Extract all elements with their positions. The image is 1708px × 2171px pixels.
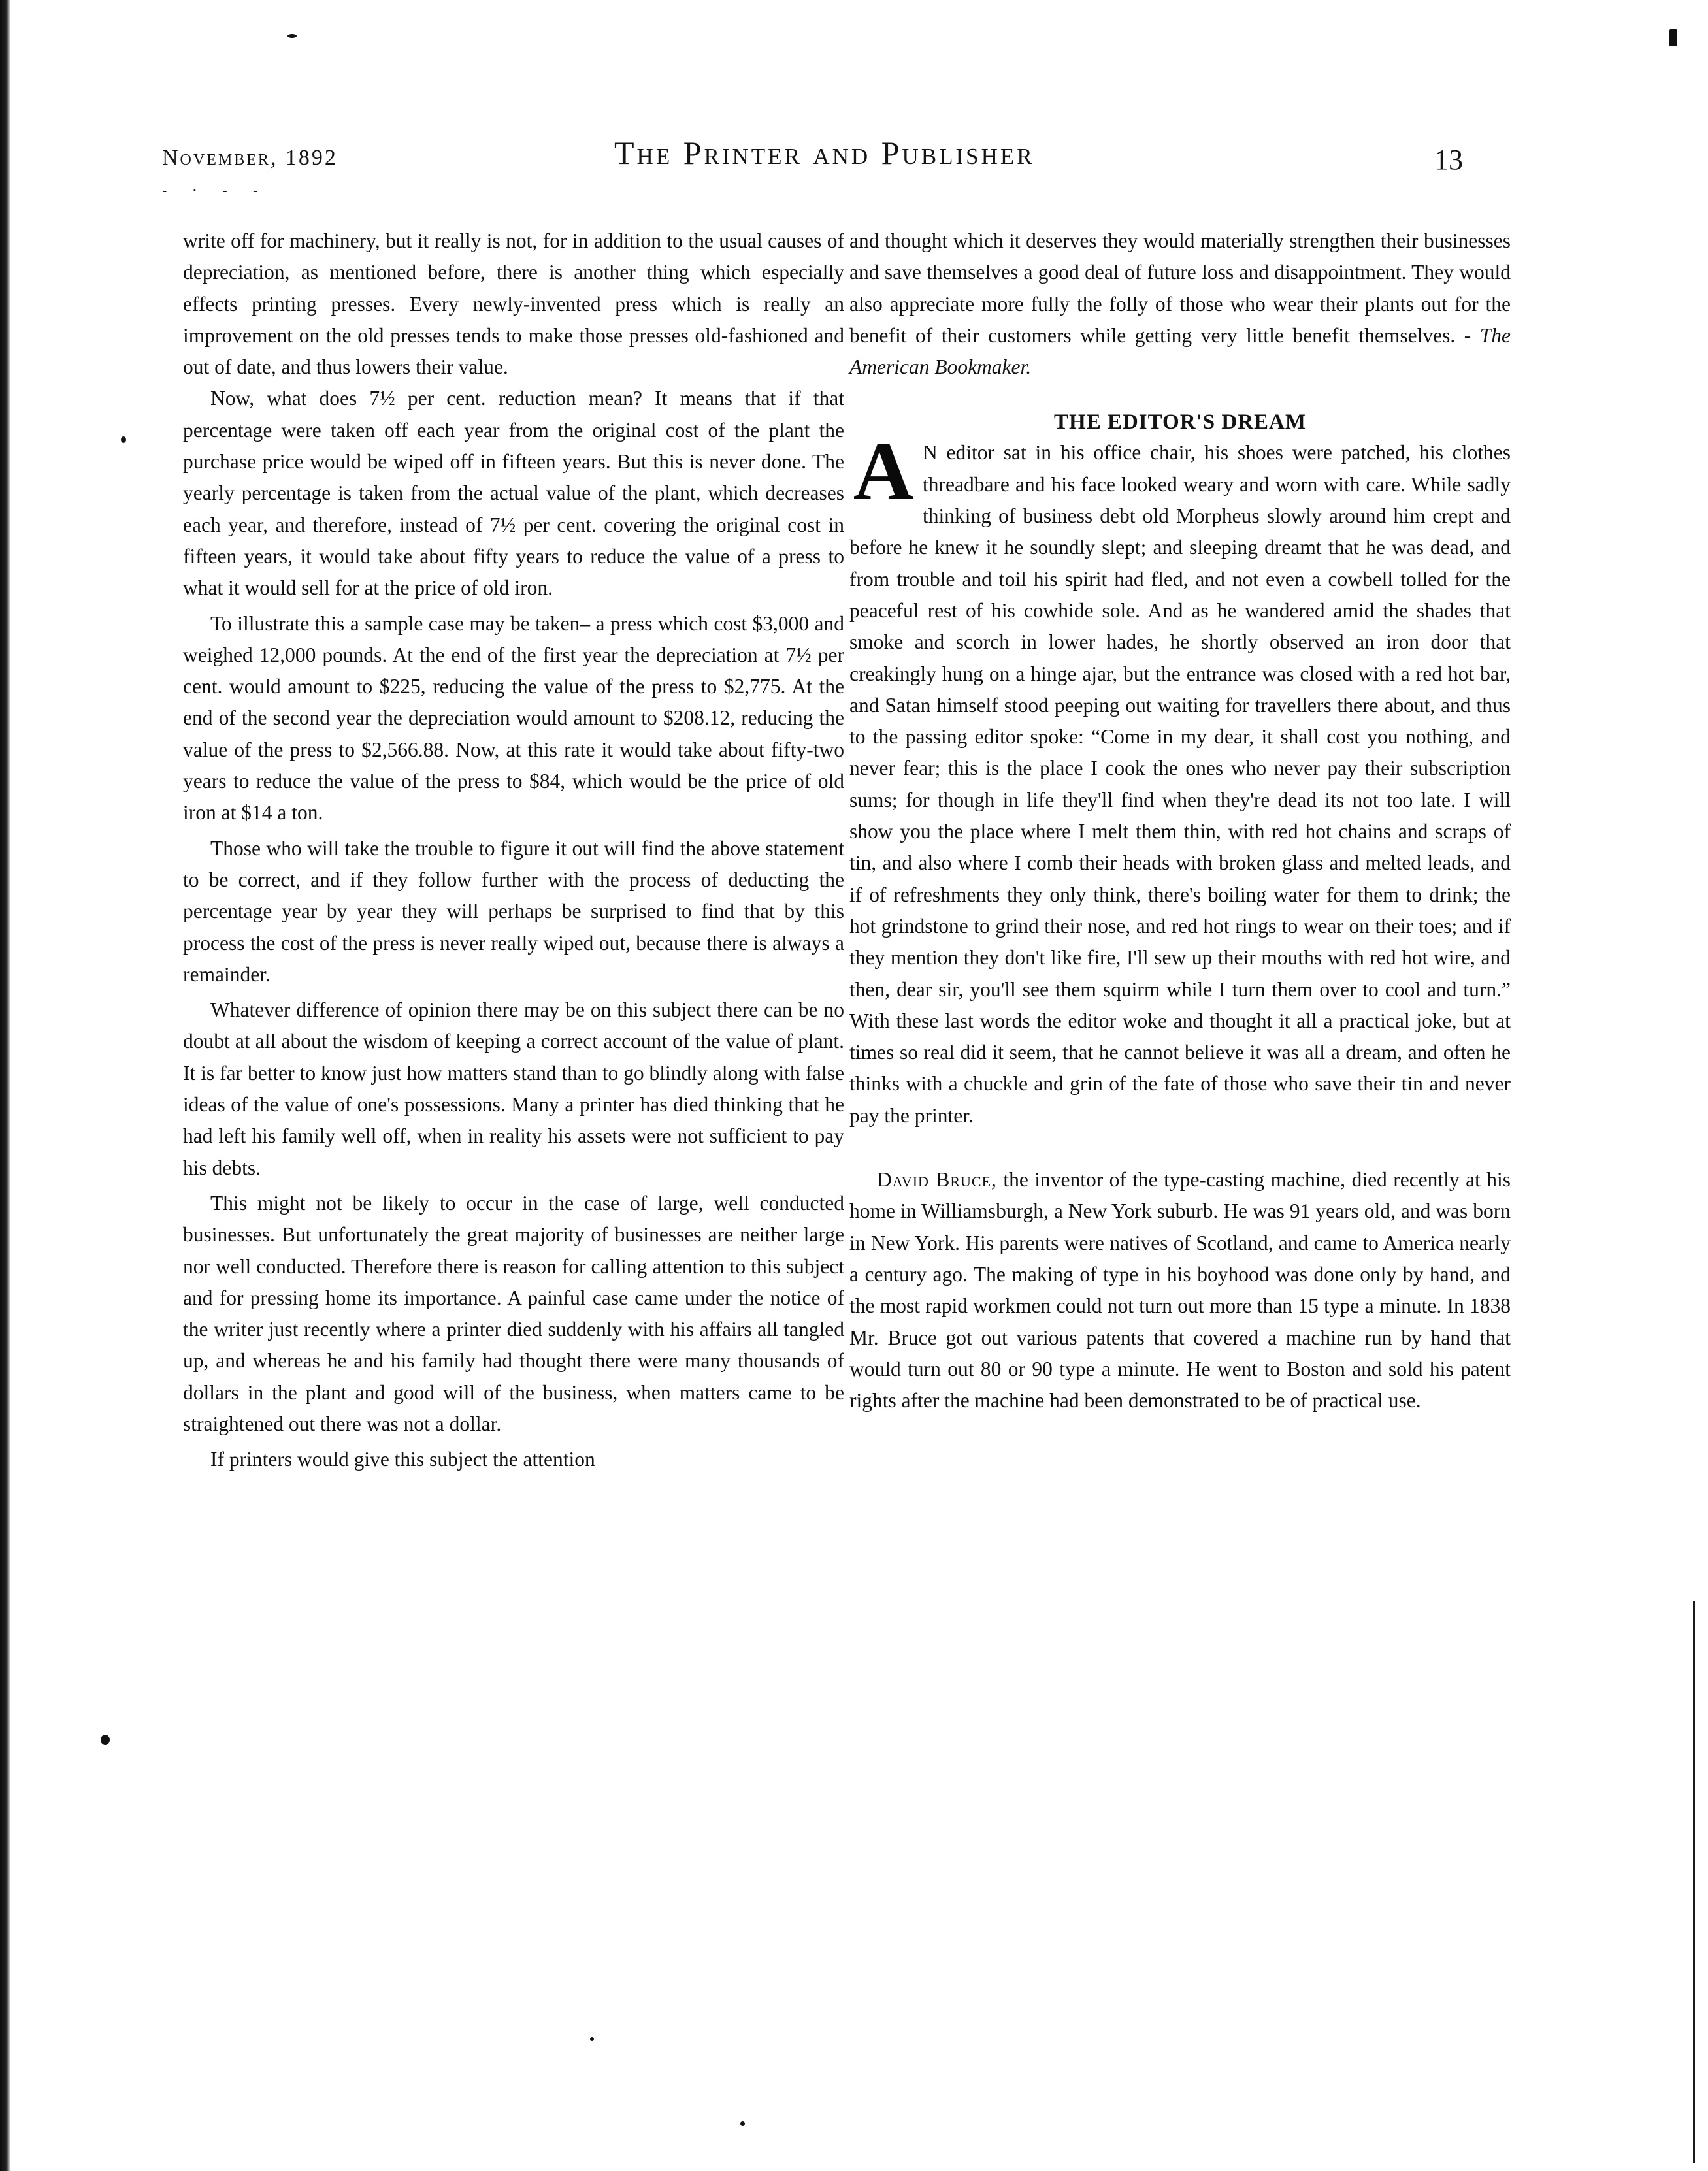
ink-speck [740, 2121, 745, 2126]
right-column [849, 225, 1511, 1416]
david-bruce-text: the inventor of the type-casting machine, died recently at his home in Williamsburgh, a New York suburb. He was 91 years old, and was born in New York. His parents were natives of Scotland, and came to America nearly a century ago. The making of type in his boyhood was done only by hand, and the most rapid workmen could not turn out more than 15 type a minute. In 1838 Mr. Bruce got out various patents that covered a machine run by hand that would turn out 80 or 90 type a minute. He went to Boston and sold his patent rights after the machine had been demonstrated to be of practical use. [849, 1168, 1511, 1412]
david-bruce-paragraph [849, 1164, 1511, 1416]
paragraph-4: Those who will take the trouble to figure it out will find the above statement to be correct, and if they follow further with the process of deducting the percentage year by year they will perhaps be surprised to find that by this process the cost of the press is never really wiped out, because there is always a remainder. [183, 836, 844, 986]
binding-edge-shadow [0, 0, 10, 2171]
article-heading: THE EDITOR'S DREAM [1054, 410, 1306, 434]
issue-date: November, 1892 [162, 146, 338, 170]
paragraph-2: Now, what does 7½ per cent. reduction mean? It means that if that percentage were taken off each year from the original cost of the plant the purchase price would be wiped off in fifteen years. But this is never done. The yearly percentage is taken from the actual value of the plant, which decreases each year, and therefore, instead of 7½ per cent. covering the original cost in fifteen years, it would take about fifty years to reduce the value of a press to what it would sell for at the price of old iron. [183, 387, 844, 600]
left-column [183, 225, 844, 1476]
editors-dream-text: N editor sat in his office chair, his shoes were patched, his clothes threadbare and his face looked weary and worn with care. While sadly thinking of business debt old Morpheus slowly around him crept and before he knew it he soundly slept; and sleeping dreamt that he was dead, and from trouble and toil his spirit had fled, and not even a cowbell tolled for the peaceful rest of his cowhide sole. And as he wandered amid the shades that smoke and scorch in lower hades, he shortly observed an iron door that creakingly hung on a hinge ajar, but the entrance was closed with a red hot bar, and Satan himself stood peeping out waiting for travellers there about, and thus to the passing editor spoke: “Come in my dear, it shall cost you nothing, and never fear; this is the place I cook the ones who never pay their subscription sums; for though in life they'll find when they're dead its not too late. I will show you the place where I melt them thin, with red hot chains and scraps of tin, and also where I comb their heads with broken glass and melted leads, and if of refreshments they only think, there's boiling water for them to drink; the hot grindstone to grind their nose, and red hot rings to wear on their toes; and if they mention they don't like fire, I'll sew up their mouths with red hot wire, and then, dear sir, you'll see them squirm while I turn them over to cool and turn.” With these last words the editor woke and thought it all a practical joke, but at times so real did it seem, that he cannot believe it was all a dream, and often he thinks with a chuckle and grin of the fate of those who save their tin and never pay the printer. [849, 441, 1511, 1127]
drop-cap-letter: A [853, 425, 914, 518]
ink-speck [101, 1735, 110, 1745]
ink-speck [590, 2037, 594, 2041]
page-number: 13 [1434, 144, 1463, 176]
right-edge-shadow [1693, 1601, 1695, 2163]
continuation-paragraph [849, 225, 1511, 383]
source-credit: The American Bookmaker. [849, 323, 1511, 379]
running-head [0, 134, 1708, 199]
editors-dream-paragraph [849, 425, 1511, 1132]
publication-title: The Printer and Publisher [614, 135, 1035, 171]
paragraph-6: This might not be likely to occur in the case of large, well conducted businesses. But unfortunately the great majority of businesses are neither large nor well conducted. Therefore there is reason for calling attention to this subject and for pressing home its importance. A painful case came under the notice of the writer just recently where a printer died suddenly with his affairs all tangled up, and whereas he and his family had thought there were many thousands of dollars in the plant and good will of the business, when matters came to be straightened out there was not a dollar. [183, 1191, 844, 1435]
paragraph-3: To illustrate this a sample case may be taken– a press which cost $3,000 and weighed 12,000 pounds. At the end of the first year the depreciation at 7½ per cent. would amount to $225, reducing the value of the press to $2,775. At the end of the second year the depreciation would amount to $208.12, reducing the value of the press to $2,566.88. Now, at this rate it would take about fifty-two years to reduce the value of the press to $84, which would be the price of old iron at $14 a ton. [183, 612, 844, 824]
ink-speck [287, 34, 297, 38]
paragraph-7: If printers would give this subject the attention [210, 1448, 595, 1471]
continuation-text: and thought which it deserves they would materially strengthen their businesses and save themselves a good deal of future loss and disappointment. They would also appreciate more fully the folly of those who wear their plants out for the benefit of their customers while getting very little benefit themselves. - [849, 229, 1511, 347]
paragraph-1: write off for machinery, but it really is not, for in addition to the usual causes of depreciation, as mentioned before, there is another thing which especially effects printing presses. Every newly-invented press which is really an improvement on the old presses tends to make those presses old-fashioned and out of date, and thus lowers their value. [183, 229, 844, 379]
ink-speck [1669, 29, 1677, 46]
ink-speck [121, 436, 126, 443]
header-rule-dashes: - · - - [162, 183, 269, 199]
paragraph-5: Whatever difference of opinion there may be on this subject there can be no doubt at all about the wisdom of keeping a correct account of the value of plant. It is far better to know just how matters stand than to go blindly along with false ideas of the value of one's possessions. Many a printer has died thinking that he had left his family well off, when in reality his assets were not sufficient to pay his debts. [183, 998, 844, 1179]
david-bruce-name: David Bruce, [877, 1168, 997, 1192]
